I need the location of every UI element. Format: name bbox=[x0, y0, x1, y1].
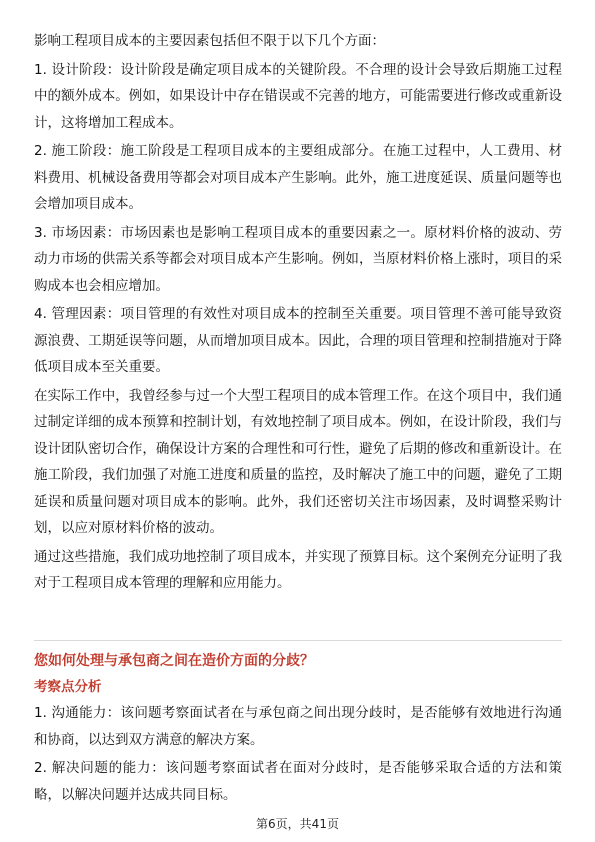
factor-construction-paragraph: 2. 施工阶段：施工阶段是工程项目成本的主要组成部分。在施工过程中，人工费用、材料费用、机械设备费用等都会对项目成本产生影响。此外，施工进度延误、质量问题等也会增加项目成本。 bbox=[34, 143, 562, 212]
analysis-heading: 考察点分析 bbox=[34, 679, 102, 695]
section-divider bbox=[34, 640, 562, 641]
question-heading: 您如何处理与承包商之间在造价方面的分歧？ bbox=[34, 653, 314, 669]
factor-management-paragraph: 4. 管理因素：项目管理的有效性对项目成本的控制至关重要。项目管理不善可能导致资源浪费、工期延误等问题，从而增加项目成本。因此，合理的项目管理和控制措施对于降低项目成本至关重要。 bbox=[34, 306, 562, 375]
answer-body bbox=[34, 28, 562, 599]
conclusion-paragraph: 通过这些措施，我们成功地控制了项目成本，并实现了预算目标。这个案例充分证明了我对于工程项目成本管理的理解和应用能力。 bbox=[34, 548, 562, 591]
factor-design-paragraph: 1. 设计阶段：设计阶段是确定项目成本的关键阶段。不合理的设计会导致后期施工过程中的额外成本。例如，如果设计中存在错误或不完善的地方，可能需要进行修改或重新设计，这将增加工程成本。 bbox=[34, 61, 562, 131]
analysis-item-problem-solving: 2. 解决问题的能力：该问题考察面试者在面对分歧时，是否能够采取合适的方法和策略，以解决问题并达成共同目标。 bbox=[34, 760, 562, 803]
factor-market-paragraph: 3. 市场因素：市场因素也是影响工程项目成本的重要因素之一。原材料价格的波动、劳动力市场的供需关系等都会对项目成本产生影响。例如，当原材料价格上涨时，项目的采购成本也会相应增加。 bbox=[34, 224, 562, 294]
analysis-item-communication: 1. 沟通能力：该问题考察面试者在与承包商之间出现分歧时，是否能够有效地进行沟通和协商，以达到双方满意的解决方案。 bbox=[34, 705, 562, 748]
intro-paragraph: 影响工程项目成本的主要因素包括但不限于以下几个方面： bbox=[34, 33, 385, 49]
page-number-footer: 第6页，共41页 bbox=[256, 817, 339, 831]
experience-paragraph: 在实际工作中，我曾经参与过一个大型工程项目的成本管理工作。在这个项目中，我们通过制定详细的成本预算和控制计划，有效地控制了项目成本。例如，在设计阶段，我们与设计团队密切合作，确保设计方案的合理性和可行性，避免了后期的修改和重新设计。在施工阶段，我们加强了对施工进度和质量的监控，及时解决了施工中的问题，避免了工期延误和质量问题对项目成本的影响。此外，我们还密切关注市场因素，及时调整采购计划，以应对原材料价格的波动。 bbox=[34, 387, 562, 536]
question-section bbox=[34, 648, 562, 810]
